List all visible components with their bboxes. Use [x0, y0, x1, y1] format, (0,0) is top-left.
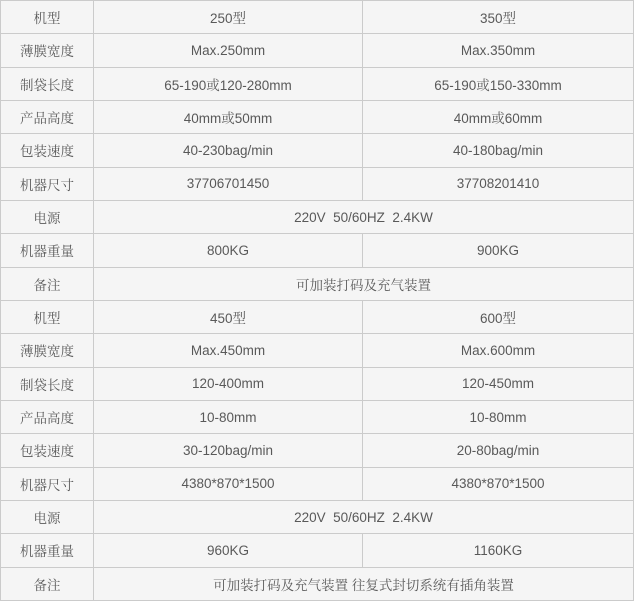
value-cell: 600型	[363, 300, 634, 333]
value-cell: 900KG	[363, 234, 634, 267]
row-header-cell: 制袋长度	[1, 67, 94, 100]
table-row	[1, 434, 634, 467]
row-header-cell: 机型	[1, 1, 94, 34]
row-header-cell: 包装速度	[1, 434, 94, 467]
row-header-cell: 备注	[1, 567, 94, 600]
row-header-cell: 机器重量	[1, 534, 94, 567]
value-cell: 30-120bag/min	[94, 434, 363, 467]
value-cell: Max.350mm	[363, 34, 634, 67]
table-row	[1, 100, 634, 133]
value-cell: Max.250mm	[94, 34, 363, 67]
value-cell: 65-190或120-280mm	[94, 67, 363, 100]
table-row	[1, 67, 634, 100]
table-row	[1, 467, 634, 500]
value-cell: 250型	[94, 1, 363, 34]
table-row	[1, 167, 634, 200]
row-header-cell: 机器尺寸	[1, 167, 94, 200]
row-header-cell: 产品高度	[1, 100, 94, 133]
row-header-cell: 薄膜宽度	[1, 334, 94, 367]
row-header-cell: 薄膜宽度	[1, 34, 94, 67]
table-row	[1, 34, 634, 67]
table-row	[1, 567, 634, 600]
value-cell: 10-80mm	[363, 400, 634, 433]
row-header-cell: 产品高度	[1, 400, 94, 433]
value-cell: 450型	[94, 300, 363, 333]
value-cell: 120-450mm	[363, 367, 634, 400]
value-cell: 1160KG	[363, 534, 634, 567]
table-row	[1, 400, 634, 433]
value-cell: 960KG	[94, 534, 363, 567]
row-header-cell: 电源	[1, 500, 94, 533]
value-cell: 37708201410	[363, 167, 634, 200]
table-row	[1, 1, 634, 34]
table-row	[1, 200, 634, 233]
value-cell: 20-80bag/min	[363, 434, 634, 467]
row-header-cell: 备注	[1, 267, 94, 300]
value-cell: 65-190或150-330mm	[363, 67, 634, 100]
table-row	[1, 267, 634, 300]
row-header-cell: 包装速度	[1, 134, 94, 167]
value-cell-merged: 可加装打码及充气装置 往复式封切系统有插角装置	[94, 567, 634, 600]
value-cell: 120-400mm	[94, 367, 363, 400]
table-row	[1, 134, 634, 167]
value-cell-merged: 220V 50/60HZ 2.4KW	[94, 200, 634, 233]
table-row	[1, 534, 634, 567]
row-header-cell: 制袋长度	[1, 367, 94, 400]
table-row	[1, 334, 634, 367]
value-cell: 37706701450	[94, 167, 363, 200]
value-cell: Max.450mm	[94, 334, 363, 367]
value-cell-merged: 220V 50/60HZ 2.4KW	[94, 500, 634, 533]
value-cell: 800KG	[94, 234, 363, 267]
value-cell-merged: 可加装打码及充气装置	[94, 267, 634, 300]
row-header-cell: 机器尺寸	[1, 467, 94, 500]
value-cell: 10-80mm	[94, 400, 363, 433]
value-cell: 4380*870*1500	[94, 467, 363, 500]
row-header-cell: 机型	[1, 300, 94, 333]
table-row	[1, 500, 634, 533]
table-row	[1, 300, 634, 333]
value-cell: 350型	[363, 1, 634, 34]
value-cell: 40mm或50mm	[94, 100, 363, 133]
row-header-cell: 机器重量	[1, 234, 94, 267]
table-row	[1, 234, 634, 267]
table-row	[1, 367, 634, 400]
value-cell: Max.600mm	[363, 334, 634, 367]
value-cell: 40-180bag/min	[363, 134, 634, 167]
value-cell: 40-230bag/min	[94, 134, 363, 167]
value-cell: 4380*870*1500	[363, 467, 634, 500]
row-header-cell: 电源	[1, 200, 94, 233]
value-cell: 40mm或60mm	[363, 100, 634, 133]
